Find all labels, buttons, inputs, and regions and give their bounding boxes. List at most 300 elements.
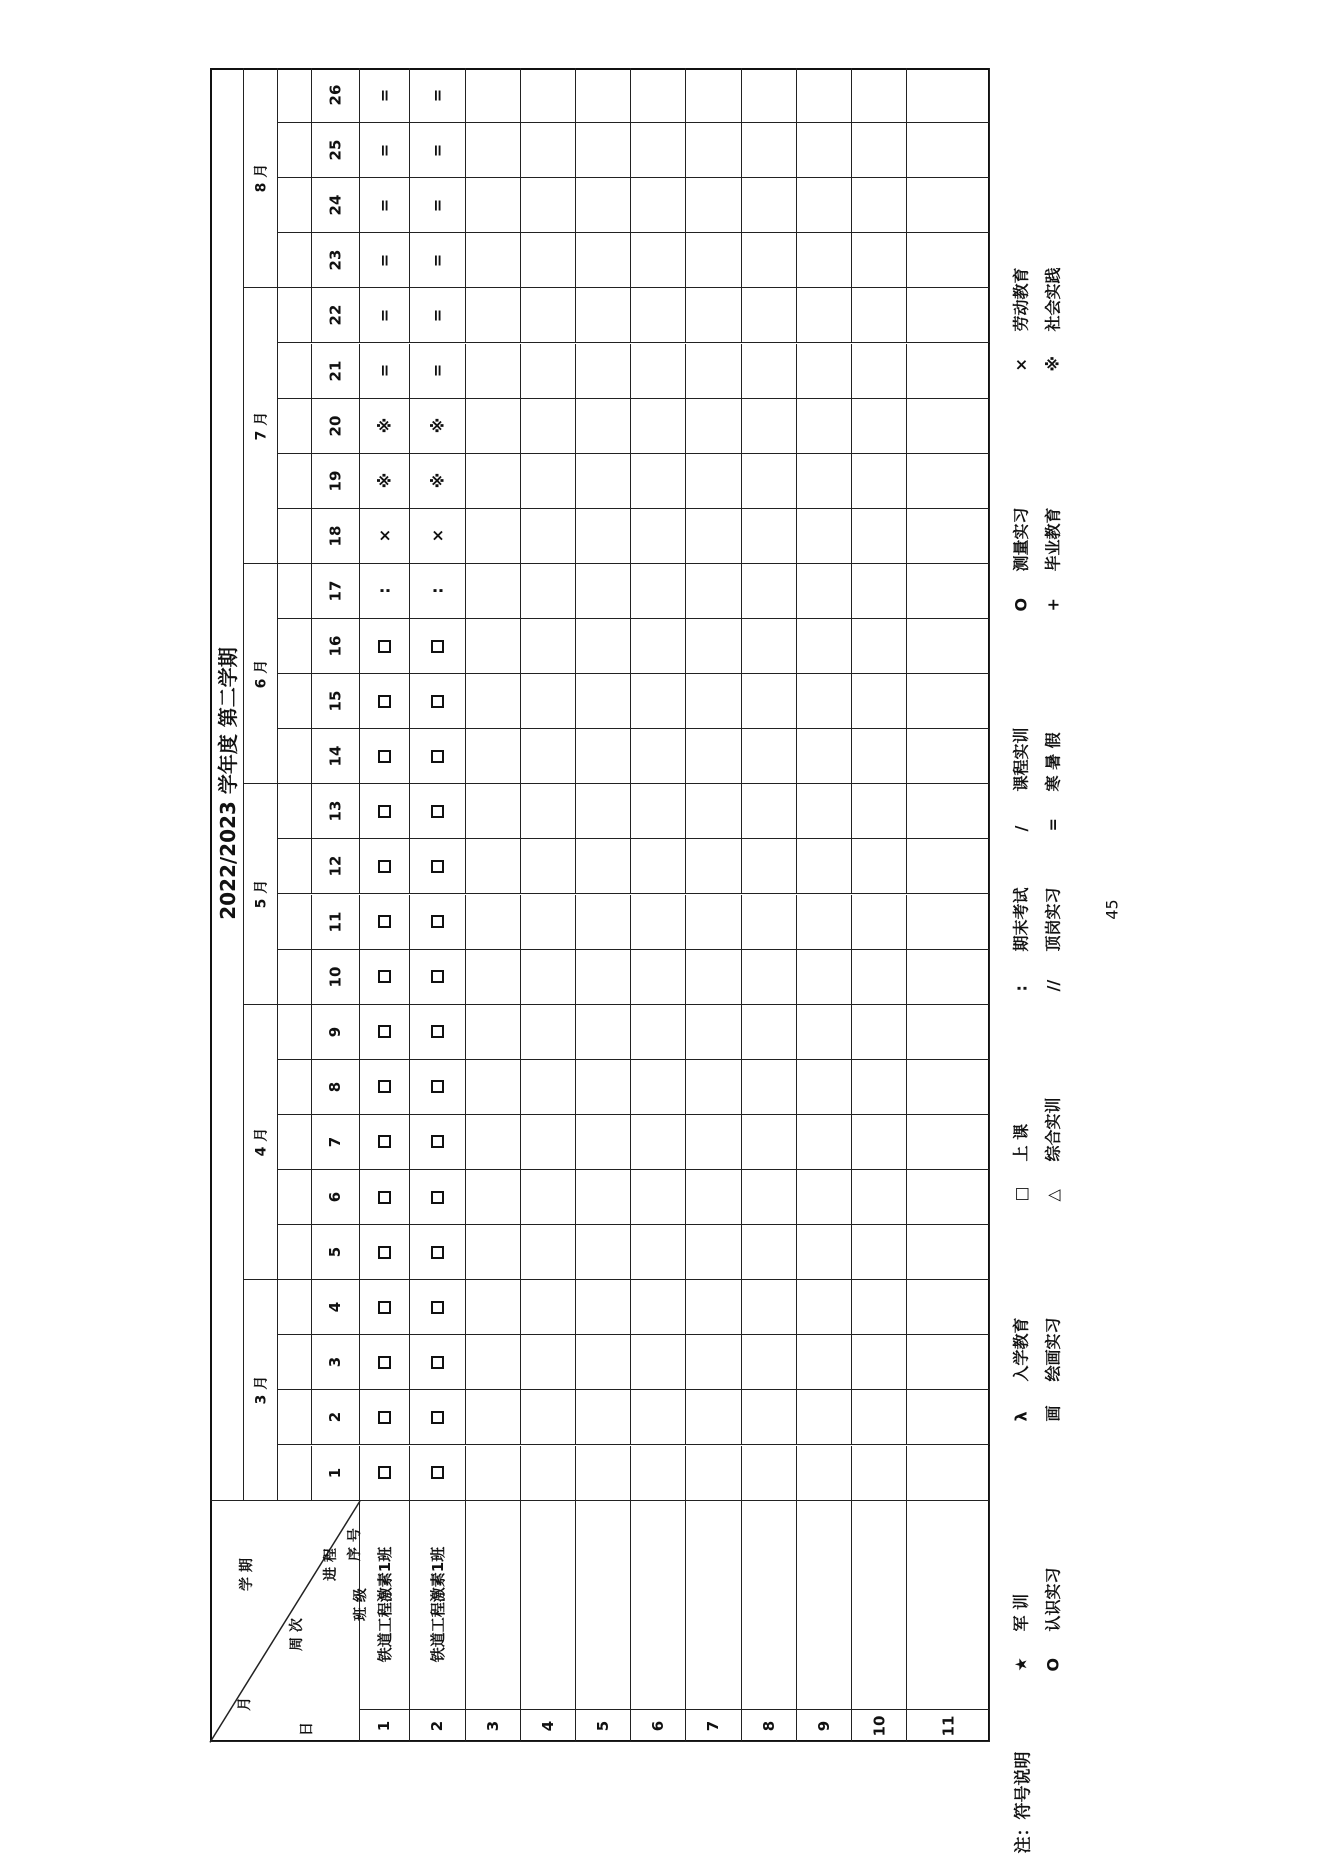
legend-symbol: □ xyxy=(1011,1186,1031,1202)
schedule-cell xyxy=(466,123,521,178)
schedule-cell xyxy=(686,564,742,619)
class-name-cell xyxy=(686,1501,742,1710)
schedule-cell xyxy=(410,1225,466,1280)
schedule-cell xyxy=(631,1170,686,1225)
class-name: 铁道工程激素1班 xyxy=(376,1547,395,1663)
corner-label-class: 班 级 xyxy=(353,1587,369,1621)
schedule-symbol: : xyxy=(428,587,447,595)
corner-label-week: 周 次 xyxy=(289,1617,305,1651)
schedule-cell xyxy=(410,1005,466,1060)
legend-label: 课程实训 xyxy=(1011,727,1031,792)
schedule-cell xyxy=(686,1446,742,1501)
schedule-cell xyxy=(742,509,797,564)
schedule-cell xyxy=(797,1170,852,1225)
week-number-cell xyxy=(312,509,360,564)
schedule-cell xyxy=(360,1446,410,1501)
schedule-cell xyxy=(797,895,852,950)
class-name: 铁道工程激素1班 xyxy=(429,1547,448,1663)
schedule-cell xyxy=(576,784,631,839)
schedule-cell xyxy=(907,564,990,619)
legend-symbol: O xyxy=(1043,1657,1063,1672)
day-cell xyxy=(278,1280,312,1335)
schedule-cell xyxy=(466,454,521,509)
schedule-cell xyxy=(797,123,852,178)
schedule-cell xyxy=(797,233,852,288)
week-number: 6 xyxy=(326,1191,345,1203)
schedule-cell xyxy=(797,564,852,619)
page-number: 45 xyxy=(1102,899,1122,920)
schedule-cell xyxy=(686,178,742,233)
week-number: 17 xyxy=(326,580,345,602)
week-number-cell xyxy=(312,1280,360,1335)
schedule-cell xyxy=(466,1170,521,1225)
legend-symbol: / xyxy=(1011,825,1031,832)
legend-label: 寒 暑 假 xyxy=(1043,732,1063,792)
legend-item xyxy=(1009,152,1032,372)
class-name-cell xyxy=(466,1501,521,1710)
schedule-symbol: = xyxy=(428,198,447,212)
schedule-cell xyxy=(360,399,410,454)
row-seq-number: 6 xyxy=(649,1720,667,1731)
class-session-symbol xyxy=(378,695,391,708)
schedule-cell xyxy=(410,68,466,123)
corner-label-day: 日 xyxy=(299,1721,315,1736)
schedule-cell xyxy=(742,839,797,894)
schedule-cell xyxy=(466,564,521,619)
schedule-cell xyxy=(742,1390,797,1445)
schedule-cell xyxy=(742,1005,797,1060)
class-session-symbol xyxy=(431,640,444,653)
schedule-cell xyxy=(852,509,907,564)
class-name-cell xyxy=(521,1501,576,1710)
schedule-cell xyxy=(360,1170,410,1225)
schedule-cell xyxy=(360,564,410,619)
day-cell xyxy=(278,895,312,950)
schedule-cell xyxy=(360,509,410,564)
schedule-cell xyxy=(576,674,631,729)
schedule-cell xyxy=(742,950,797,1005)
month-cell xyxy=(244,288,278,564)
schedule-cell xyxy=(852,1225,907,1280)
week-number-cell xyxy=(312,729,360,784)
week-number-cell xyxy=(312,1225,360,1280)
row-seq-cell xyxy=(466,1710,521,1742)
schedule-cell xyxy=(410,1170,466,1225)
week-number: 13 xyxy=(326,800,345,822)
schedule-symbol: = xyxy=(375,308,394,323)
class-name-cell xyxy=(852,1501,907,1710)
class-session-symbol xyxy=(378,1246,391,1259)
schedule-cell xyxy=(521,1446,576,1501)
schedule-cell xyxy=(576,399,631,454)
schedule-cell xyxy=(907,233,990,288)
schedule-cell xyxy=(576,1225,631,1280)
legend-symbol: // xyxy=(1043,979,1063,992)
week-number-cell xyxy=(312,68,360,123)
class-session-symbol xyxy=(378,1466,391,1479)
row-seq-cell xyxy=(797,1710,852,1742)
schedule-cell xyxy=(631,233,686,288)
schedule-cell xyxy=(797,178,852,233)
week-number-cell xyxy=(312,1170,360,1225)
schedule-cell xyxy=(360,344,410,399)
week-number: 9 xyxy=(326,1026,345,1037)
schedule-cell xyxy=(521,454,576,509)
schedule-cell xyxy=(631,344,686,399)
schedule-cell xyxy=(797,1005,852,1060)
class-session-symbol xyxy=(378,1411,391,1424)
schedule-cell xyxy=(576,344,631,399)
legend-item xyxy=(1009,612,1032,832)
month-label: 7 月 xyxy=(253,411,270,440)
header-diagonal xyxy=(210,1501,360,1742)
schedule-cell xyxy=(852,1390,907,1445)
schedule-cell xyxy=(521,1280,576,1335)
legend-label: 入学教育 xyxy=(1011,1317,1031,1382)
schedule-cell xyxy=(852,68,907,123)
class-session-symbol xyxy=(378,805,391,818)
class-session-symbol xyxy=(431,1246,444,1259)
week-number: 12 xyxy=(326,856,345,877)
schedule-symbol: × xyxy=(375,529,394,543)
schedule-cell xyxy=(521,123,576,178)
row-seq-number: 9 xyxy=(815,1720,833,1731)
schedule-cell xyxy=(907,1390,990,1445)
legend-symbol: △ xyxy=(1043,1189,1063,1202)
week-number-cell xyxy=(312,950,360,1005)
schedule-cell xyxy=(360,839,410,894)
week-number-cell xyxy=(312,895,360,950)
schedule-cell xyxy=(742,123,797,178)
schedule-cell xyxy=(576,619,631,674)
week-number: 23 xyxy=(326,249,345,271)
class-session-symbol xyxy=(378,1191,391,1204)
row-seq-cell xyxy=(360,1710,410,1742)
schedule-cell xyxy=(631,288,686,343)
week-number: 21 xyxy=(326,360,345,381)
schedule-cell xyxy=(576,1335,631,1390)
schedule-cell xyxy=(410,1115,466,1170)
schedule-cell xyxy=(466,1446,521,1501)
schedule-cell xyxy=(631,729,686,784)
schedule-symbol: = xyxy=(428,143,447,157)
week-number-cell xyxy=(312,123,360,178)
schedule-cell xyxy=(742,344,797,399)
week-number-cell xyxy=(312,784,360,839)
class-name-cell xyxy=(907,1501,990,1710)
schedule-cell xyxy=(852,1280,907,1335)
schedule-cell xyxy=(686,288,742,343)
schedule-cell xyxy=(742,895,797,950)
class-name-cell xyxy=(797,1501,852,1710)
schedule-cell xyxy=(360,288,410,343)
schedule-cell xyxy=(852,1170,907,1225)
legend-label: 测量实习 xyxy=(1011,507,1031,572)
week-number: 3 xyxy=(326,1357,345,1368)
legend-item xyxy=(1041,1452,1064,1672)
schedule-symbol: = xyxy=(428,363,447,378)
schedule-cell xyxy=(907,729,990,784)
schedule-cell xyxy=(521,509,576,564)
schedule-cell xyxy=(686,233,742,288)
schedule-cell xyxy=(742,68,797,123)
legend-symbol: × xyxy=(1011,358,1031,372)
schedule-cell xyxy=(686,123,742,178)
schedule-cell xyxy=(907,674,990,729)
schedule-cell xyxy=(797,68,852,123)
schedule-cell xyxy=(360,1005,410,1060)
schedule-cell xyxy=(576,1390,631,1445)
class-session-symbol xyxy=(431,1356,444,1369)
week-number: 18 xyxy=(326,525,345,547)
schedule-cell xyxy=(521,344,576,399)
schedule-cell xyxy=(797,1446,852,1501)
schedule-cell xyxy=(907,1060,990,1115)
schedule-cell xyxy=(521,399,576,454)
legend-symbol: 画 xyxy=(1043,1405,1063,1422)
schedule-cell xyxy=(797,1225,852,1280)
schedule-cell xyxy=(521,68,576,123)
month-label: 4 月 xyxy=(253,1127,270,1157)
schedule-cell xyxy=(466,1060,521,1115)
schedule-cell xyxy=(410,674,466,729)
legend-symbol: O xyxy=(1011,597,1031,612)
schedule-cell xyxy=(686,784,742,839)
month-label: 3 月 xyxy=(253,1375,270,1405)
corner-label-semester: 学 期 xyxy=(239,1557,255,1591)
week-number-cell xyxy=(312,1390,360,1445)
legend-symbol: λ xyxy=(1011,1411,1031,1422)
schedule-cell xyxy=(797,619,852,674)
schedule-cell xyxy=(410,1446,466,1501)
schedule-cell xyxy=(797,839,852,894)
row-seq-number: 2 xyxy=(428,1720,447,1731)
schedule-symbol: = xyxy=(375,88,394,102)
schedule-cell xyxy=(686,950,742,1005)
schedule-cell xyxy=(576,1170,631,1225)
schedule-cell xyxy=(521,784,576,839)
day-cell xyxy=(278,123,312,178)
day-cell xyxy=(278,1115,312,1170)
row-seq-number: 1 xyxy=(375,1720,394,1731)
class-session-symbol xyxy=(378,640,391,653)
schedule-cell xyxy=(907,399,990,454)
legend-symbol: ★ xyxy=(1011,1657,1031,1672)
legend-label: 认识实习 xyxy=(1043,1567,1063,1632)
schedule-cell xyxy=(466,1115,521,1170)
schedule-cell xyxy=(631,1335,686,1390)
day-cell xyxy=(278,399,312,454)
class-session-symbol xyxy=(431,1411,444,1424)
schedule-cell xyxy=(466,288,521,343)
day-cell xyxy=(278,564,312,619)
week-number: 26 xyxy=(326,84,345,106)
schedule-cell xyxy=(410,564,466,619)
schedule-cell xyxy=(576,1005,631,1060)
schedule-cell xyxy=(907,950,990,1005)
row-seq-number: 5 xyxy=(594,1720,612,1731)
schedule-cell xyxy=(576,1060,631,1115)
schedule-cell xyxy=(631,1005,686,1060)
row-seq-number: 3 xyxy=(484,1720,502,1731)
class-name-cell xyxy=(742,1501,797,1710)
schedule-cell xyxy=(631,1446,686,1501)
schedule-cell xyxy=(410,344,466,399)
schedule-cell xyxy=(907,1005,990,1060)
day-cell xyxy=(278,950,312,1005)
schedule-cell xyxy=(631,1280,686,1335)
schedule-cell xyxy=(852,1446,907,1501)
legend-item xyxy=(1041,1202,1064,1422)
schedule-cell xyxy=(466,950,521,1005)
legend-symbol: : xyxy=(1011,985,1031,992)
schedule-cell xyxy=(576,454,631,509)
week-number: 22 xyxy=(326,305,345,326)
month-label: 8 月 xyxy=(253,163,270,192)
schedule-cell xyxy=(466,399,521,454)
schedule-cell xyxy=(521,233,576,288)
schedule-cell xyxy=(686,1115,742,1170)
week-number: 15 xyxy=(326,690,345,712)
row-seq-number: 7 xyxy=(704,1720,723,1731)
class-session-symbol xyxy=(431,750,444,763)
schedule-cell xyxy=(521,178,576,233)
schedule-cell xyxy=(742,1446,797,1501)
schedule-cell xyxy=(852,399,907,454)
schedule-cell xyxy=(797,1390,852,1445)
schedule-cell xyxy=(576,123,631,178)
schedule-cell xyxy=(742,784,797,839)
schedule-cell xyxy=(466,619,521,674)
day-cell xyxy=(278,729,312,784)
day-cell xyxy=(278,233,312,288)
schedule-cell xyxy=(907,509,990,564)
week-number-cell xyxy=(312,454,360,509)
schedule-cell xyxy=(852,454,907,509)
schedule-cell xyxy=(521,1060,576,1115)
day-cell xyxy=(278,839,312,894)
day-cell xyxy=(278,1390,312,1445)
week-number: 4 xyxy=(326,1302,345,1313)
legend-item xyxy=(1041,612,1064,832)
schedule-cell xyxy=(360,1335,410,1390)
schedule-cell xyxy=(521,564,576,619)
class-session-symbol xyxy=(431,805,444,818)
schedule-cell xyxy=(521,1005,576,1060)
schedule-cell xyxy=(521,895,576,950)
schedule-cell xyxy=(466,344,521,399)
day-cell xyxy=(278,1225,312,1280)
schedule-cell xyxy=(576,729,631,784)
schedule-cell xyxy=(797,1115,852,1170)
schedule-cell xyxy=(521,1225,576,1280)
schedule-cell xyxy=(742,729,797,784)
schedule-cell xyxy=(686,1390,742,1445)
schedule-cell xyxy=(907,619,990,674)
schedule-cell xyxy=(686,68,742,123)
schedule-cell xyxy=(521,288,576,343)
class-session-symbol xyxy=(378,750,391,763)
schedule-cell xyxy=(360,1390,410,1445)
week-number: 16 xyxy=(326,635,345,657)
schedule-cell xyxy=(410,839,466,894)
legend-item xyxy=(1041,152,1064,372)
schedule-symbol: ※ xyxy=(428,417,447,434)
day-cell xyxy=(278,288,312,343)
schedule-cell xyxy=(466,178,521,233)
schedule-cell xyxy=(852,564,907,619)
schedule-cell xyxy=(631,509,686,564)
schedule-symbol: = xyxy=(375,363,394,378)
schedule-cell xyxy=(466,839,521,894)
schedule-cell xyxy=(686,1280,742,1335)
row-seq-cell xyxy=(521,1710,576,1742)
corner-label-month: 月 xyxy=(237,1696,253,1711)
schedule-cell xyxy=(742,1115,797,1170)
schedule-cell xyxy=(686,895,742,950)
schedule-cell xyxy=(686,1060,742,1115)
day-cell xyxy=(278,1446,312,1501)
schedule-cell xyxy=(852,950,907,1005)
week-number: 11 xyxy=(326,911,345,932)
class-session-symbol xyxy=(431,860,444,873)
day-cell xyxy=(278,454,312,509)
schedule-cell xyxy=(360,619,410,674)
schedule-cell xyxy=(576,1446,631,1501)
week-number-cell xyxy=(312,233,360,288)
schedule-cell xyxy=(466,1225,521,1280)
schedule-cell xyxy=(631,123,686,178)
week-number-cell xyxy=(312,178,360,233)
week-number-cell xyxy=(312,1060,360,1115)
schedule-cell xyxy=(360,1280,410,1335)
schedule-cell xyxy=(631,784,686,839)
schedule-cell xyxy=(631,950,686,1005)
schedule-cell xyxy=(521,1170,576,1225)
schedule-cell xyxy=(797,399,852,454)
schedule-cell xyxy=(576,288,631,343)
day-cell xyxy=(278,1170,312,1225)
schedule-cell xyxy=(631,895,686,950)
schedule-symbol: ※ xyxy=(428,472,447,489)
day-cell xyxy=(278,68,312,123)
schedule-symbol: = xyxy=(428,308,447,323)
week-number-cell xyxy=(312,399,360,454)
legend-note: 注：符号说明 xyxy=(1013,1751,1034,1854)
schedule-symbol: : xyxy=(375,587,394,595)
schedule-cell xyxy=(907,1225,990,1280)
schedule-cell xyxy=(686,344,742,399)
legend-symbol: + xyxy=(1043,598,1063,612)
corner-label-progress: 进 程 xyxy=(323,1547,339,1581)
schedule-cell xyxy=(631,1060,686,1115)
class-session-symbol xyxy=(431,915,444,928)
week-number-cell xyxy=(312,1005,360,1060)
row-seq-cell xyxy=(631,1710,686,1742)
class-name-cell xyxy=(360,1501,410,1710)
class-session-symbol xyxy=(431,1135,444,1148)
schedule-cell xyxy=(410,1280,466,1335)
week-number: 1 xyxy=(326,1467,345,1478)
schedule-cell xyxy=(521,950,576,1005)
week-number: 10 xyxy=(326,966,345,988)
schedule-cell xyxy=(742,233,797,288)
legend-symbol: = xyxy=(1043,818,1063,832)
day-cell xyxy=(278,1005,312,1060)
schedule-cell xyxy=(360,1225,410,1280)
month-cell xyxy=(244,1005,278,1281)
schedule-cell xyxy=(410,288,466,343)
